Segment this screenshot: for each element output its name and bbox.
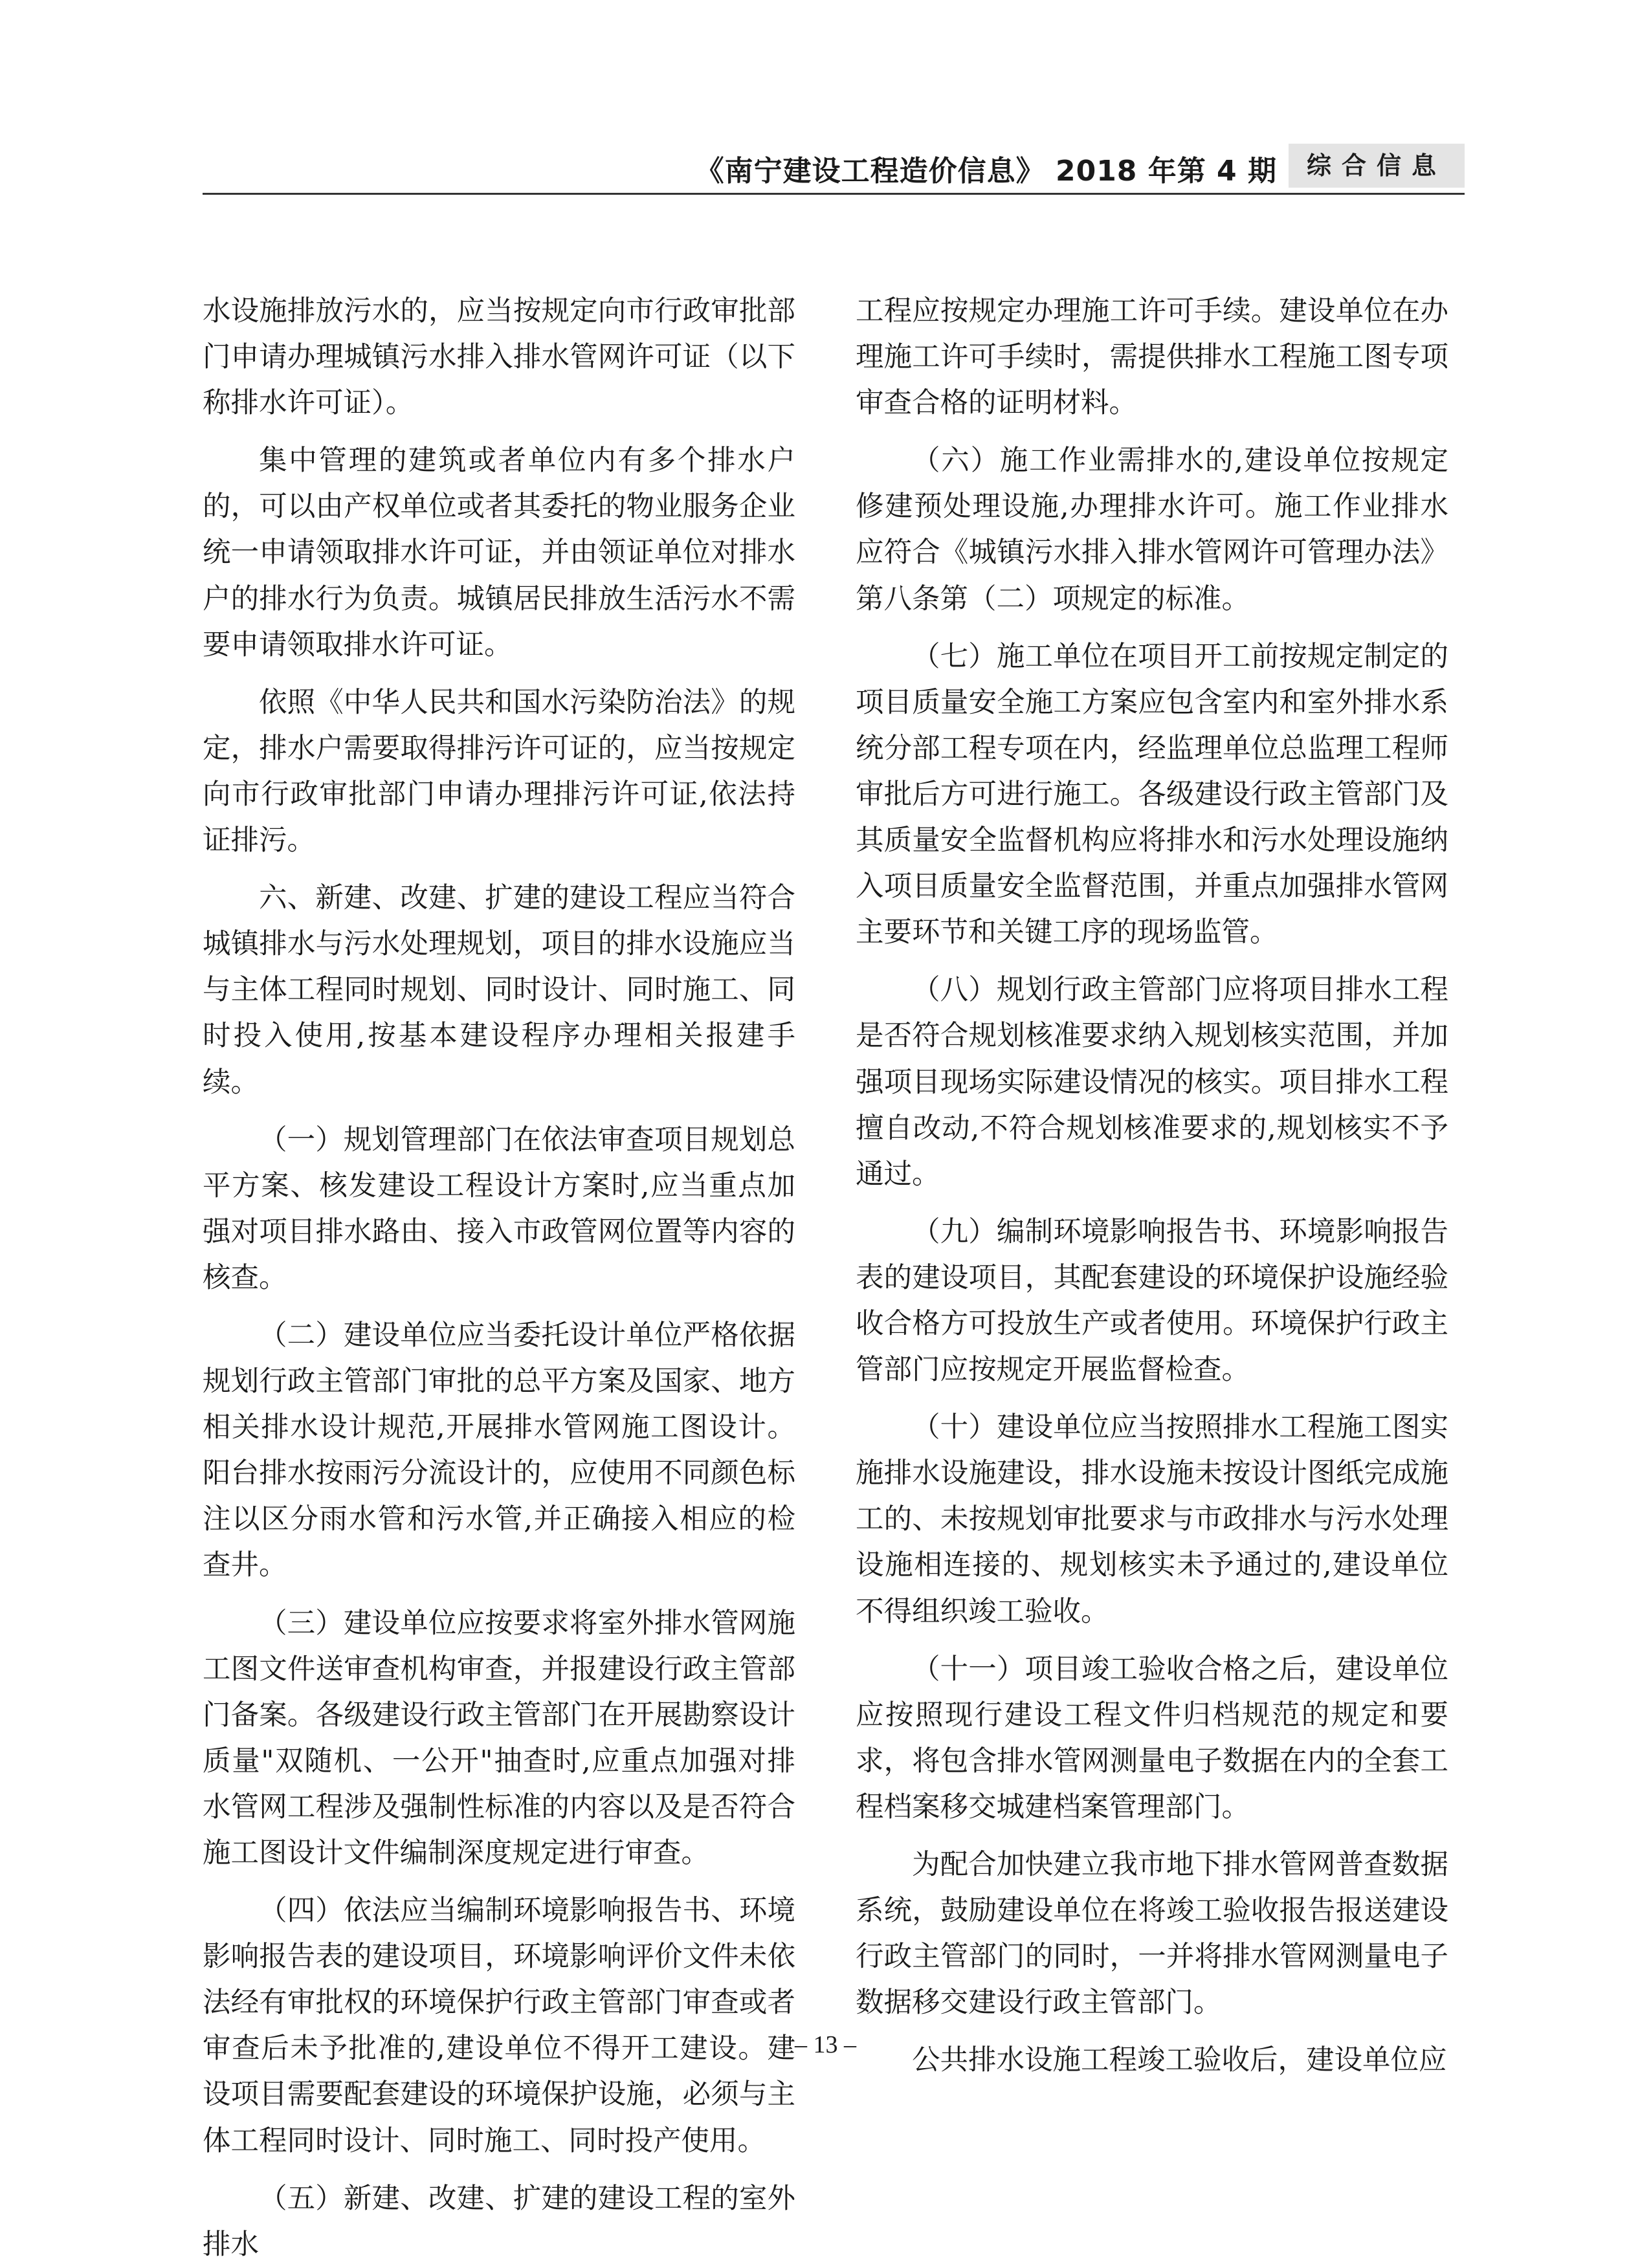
paragraph: 为配合加快建立我市地下排水管网普查数据系统，鼓励建设单位在将竣工验收报告报送建设行政主管部门的同时，一并将排水管网测量电子数据移交建设行政主管部门。 [856,1849,1448,2020]
paragraph: 工程应按规定办理施工许可手续。建设单位在办理施工许可手续时，需提供排水工程施工图专项审查合格的证明材料。 [856,295,1448,420]
right-column [856,289,1448,2084]
paragraph: 水设施排放污水的，应当按规定向市行政审批部门申请办理城镇污水排入排水管网许可证（以下称排水许可证）。 [203,295,795,420]
paragraph: （十）建设单位应当按照排水工程施工图实施排水设施建设，排水设施未按设计图纸完成施工的、未按规划审批要求与市政排水与污水处理设施相连接的、规划核实未予通过的,建设单位不得组织竣工验收。 [856,1411,1448,1628]
paragraph: （一）规划管理部门在依法审查项目规划总平方案、核发建设工程设计方案时,应当重点加强对项目排水路由、接入市政管网位置等内容的核查。 [203,1123,795,1294]
paragraph: 集中管理的建筑或者单位内有多个排水户的，可以由产权单位或者其委托的物业服务企业统一申请领取排水许可证，并由领证单位对排水户的排水行为负责。城镇居民排放生活污水不需要申请领取排水许可证。 [203,445,795,661]
paragraph: （四）依法应当编制环境影响报告书、环境影响报告表的建设项目，环境影响评价文件未依法经有审批权的环境保护行政主管部门审查或者审查后未予批准的,建设单位不得开工建设。建设项目需要配套建设的环境保护设施，必须与主体工程同时设计、同时施工、同时投产使用。 [203,1895,795,2157]
running-header [203,148,1465,194]
journal-issue-title: 《南宁建设工程造价信息》 2018 年第 4 期 [695,155,1277,188]
paragraph: （七）施工单位在项目开工前按规定制定的项目质量安全施工方案应包含室内和室外排水系统分部工程专项在内，经监理单位总监理工程师审批后方可进行施工。各级建设行政主管部门及其质量安全监督机构应将排水和污水处理设施纳入项目质量安全监督范围，并重点加强排水管网主要环节和关键工序的现场监管。 [856,640,1448,949]
header-rule [203,193,1465,195]
page-number: – 13 – [795,2031,856,2058]
paragraph: （二）建设单位应当委托设计单位严格依据规划行政主管部门审批的总平方案及国家、地方相关排水设计规范,开展排水管网施工图设计。阳台排水按雨污分流设计的，应使用不同颜色标注以区分雨水管和污水管,并正确接入相应的检查井。 [203,1319,795,1582]
paragraph: 公共排水设施工程竣工验收后，建设单位应 [912,2044,1447,2077]
paragraph: （九）编制环境影响报告书、环境影响报告表的建设项目，其配套建设的环境保护设施经验收合格方可投放生产或者使用。环境保护行政主管部门应按规定开展监督检查。 [856,1215,1448,1387]
section-label: 综合信息 [1289,144,1465,188]
paragraph: （五）新建、改建、扩建的建设工程的室外排水 [203,2182,795,2261]
left-column [203,289,795,2268]
paragraph: （六）施工作业需排水的,建设单位按规定修建预处理设施,办理排水许可。施工作业排水应符合《城镇污水排入排水管网许可管理办法》第八条第（二）项规定的标准。 [856,445,1448,615]
paragraph: 依照《中华人民共和国水污染防治法》的规定，排水户需要取得排污许可证的，应当按规定向市行政审批部门申请办理排污许可证,依法持证排污。 [203,686,795,857]
paragraph: （十一）项目竣工验收合格之后，建设单位应按照现行建设工程文件归档规范的规定和要求，将包含排水管网测量电子数据在内的全套工程档案移交城建档案管理部门。 [856,1653,1448,1823]
paragraph: （三）建设单位应按要求将室外排水管网施工图文件送审查机构审查，并报建设行政主管部门备案。各级建设行政主管部门在开展勘察设计质量"双随机、一公开"抽查时,应重点加强对排水管网工程涉及强制性标准的内容以及是否符合施工图设计文件编制深度规定进行审查。 [203,1607,795,1869]
paragraph: 六、新建、改建、扩建的建设工程应当符合城镇排水与污水处理规划，项目的排水设施应当与主体工程同时规划、同时设计、同时施工、同时投入使用,按基本建设程序办理相关报建手续。 [203,882,795,1099]
paragraph: （八）规划行政主管部门应将项目排水工程是否符合规划核准要求纳入规划核实范围，并加强项目现场实际建设情况的核实。项目排水工程擅自改动,不符合规划核准要求的,规划核实不予通过。 [856,974,1448,1191]
